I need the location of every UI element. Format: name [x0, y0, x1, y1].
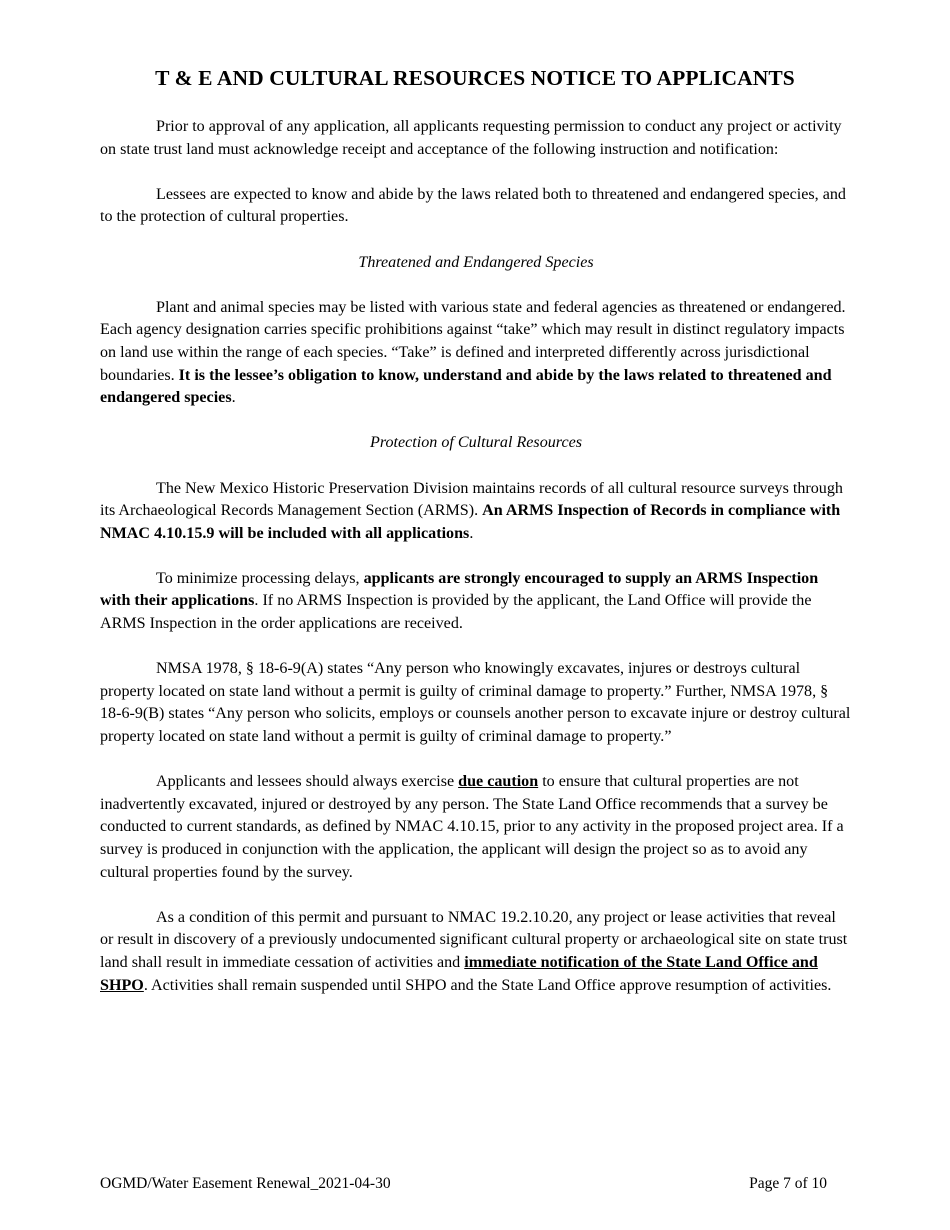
due-caution-paragraph	[100, 771, 852, 884]
due-caution-emphasis: due caution	[458, 773, 539, 791]
section-heading-cultural-resources: Protection of Cultural Resources	[369, 434, 583, 452]
species-bold-text: It is the lessee’s obligation to know, understand and abide by the laws related to threatened and endangered species	[100, 366, 832, 407]
arms-bold-text: An ARMS Inspection of Records in compliance with NMAC 4.10.15.9 will be included with all applications	[100, 502, 841, 542]
delays-end: . If no ARMS Inspection is provided by the applicant, the Land Office will provide the ARMS Inspection in the order applications are received.	[100, 592, 812, 633]
processing-delays-paragraph	[100, 568, 852, 636]
page-title: T & E AND CULTURAL RESOURCES NOTICE TO APPLICANTS	[155, 66, 795, 90]
notification-emphasis: immediate notification of the State Land Office and SHPO	[100, 953, 818, 994]
caution-rest: to ensure that cultural properties are not inadvertently excavated, injured or destroyed by any person. The State Land Office recommends that a survey be conducted to current standards, as defined by NMAC 4.10.15, prior to any activity in the proposed project area. If a survey is produced in conjunction with the application, the applicant will design the project so as to avoid any cultural properties found by the survey.	[100, 773, 844, 881]
permit-condition-paragraph	[100, 907, 852, 997]
delays-text: To minimize processing delays,	[156, 569, 364, 587]
delays-bold-text: applicants are strongly encouraged to supply an ARMS Inspection with their applications	[100, 569, 819, 610]
arms-paragraph	[100, 478, 852, 546]
condition-text: As a condition of this permit and pursuant to NMAC 19.2.10.20, any project or lease activities that reveal or result in discovery of a previously undocumented significant cultural property or archaeological site on state trust land shall result in immediate cessation of activities and	[100, 908, 848, 971]
document-body	[100, 116, 852, 1020]
nmsa-statute-paragraph: NMSA 1978, § 18-6-9(A) states “Any person who knowingly excavates, injures or destroys cultural property located on state land without a permit is guilty of criminal damage to property.” Further, NMSA 1978, § 18-6-9(B) states “Any person who solicits, employs or counsels another person to excavate injure or destroy cultural property located on state land without a permit is guilty of criminal damage to property.”	[100, 660, 851, 746]
condition-rest: . Activities shall remain suspended until SHPO and the State Land Office approve resumption of activities.	[143, 976, 832, 994]
footer-page-number: Page 7 of 10	[749, 1175, 827, 1192]
species-end: .	[231, 389, 236, 407]
arms-end: .	[469, 524, 474, 542]
intro-paragraph: Prior to approval of any application, all applicants requesting permission to conduct any project or activity on state trust land must acknowledge receipt and acceptance of the following instruction and notification:	[100, 118, 842, 158]
species-text: Plant and animal species may be listed with various state and federal agencies as threatened or endangered. Each agency designation carries specific prohibitions against “take” which may result in distinct regulatory impacts on land use within the range of each species. “Take” is defined and interpreted differently across jurisdictional boundaries.	[100, 298, 846, 384]
section-heading-threatened-endangered: Threatened and Endangered Species	[358, 253, 594, 271]
species-paragraph	[100, 297, 852, 410]
lessee-obligation-paragraph: Lessees are expected to know and abide by the laws related both to threatened and endangered species, and to the protection of cultural properties.	[100, 185, 846, 226]
arms-text: The New Mexico Historic Preservation Division maintains records of all cultural resource surveys through its Archaeological Records Management Section (ARMS).	[100, 479, 843, 520]
caution-text: Applicants and lessees should always exercise	[156, 773, 459, 791]
footer-document-id: OGMD/Water Easement Renewal_2021-04-30	[100, 1175, 391, 1192]
